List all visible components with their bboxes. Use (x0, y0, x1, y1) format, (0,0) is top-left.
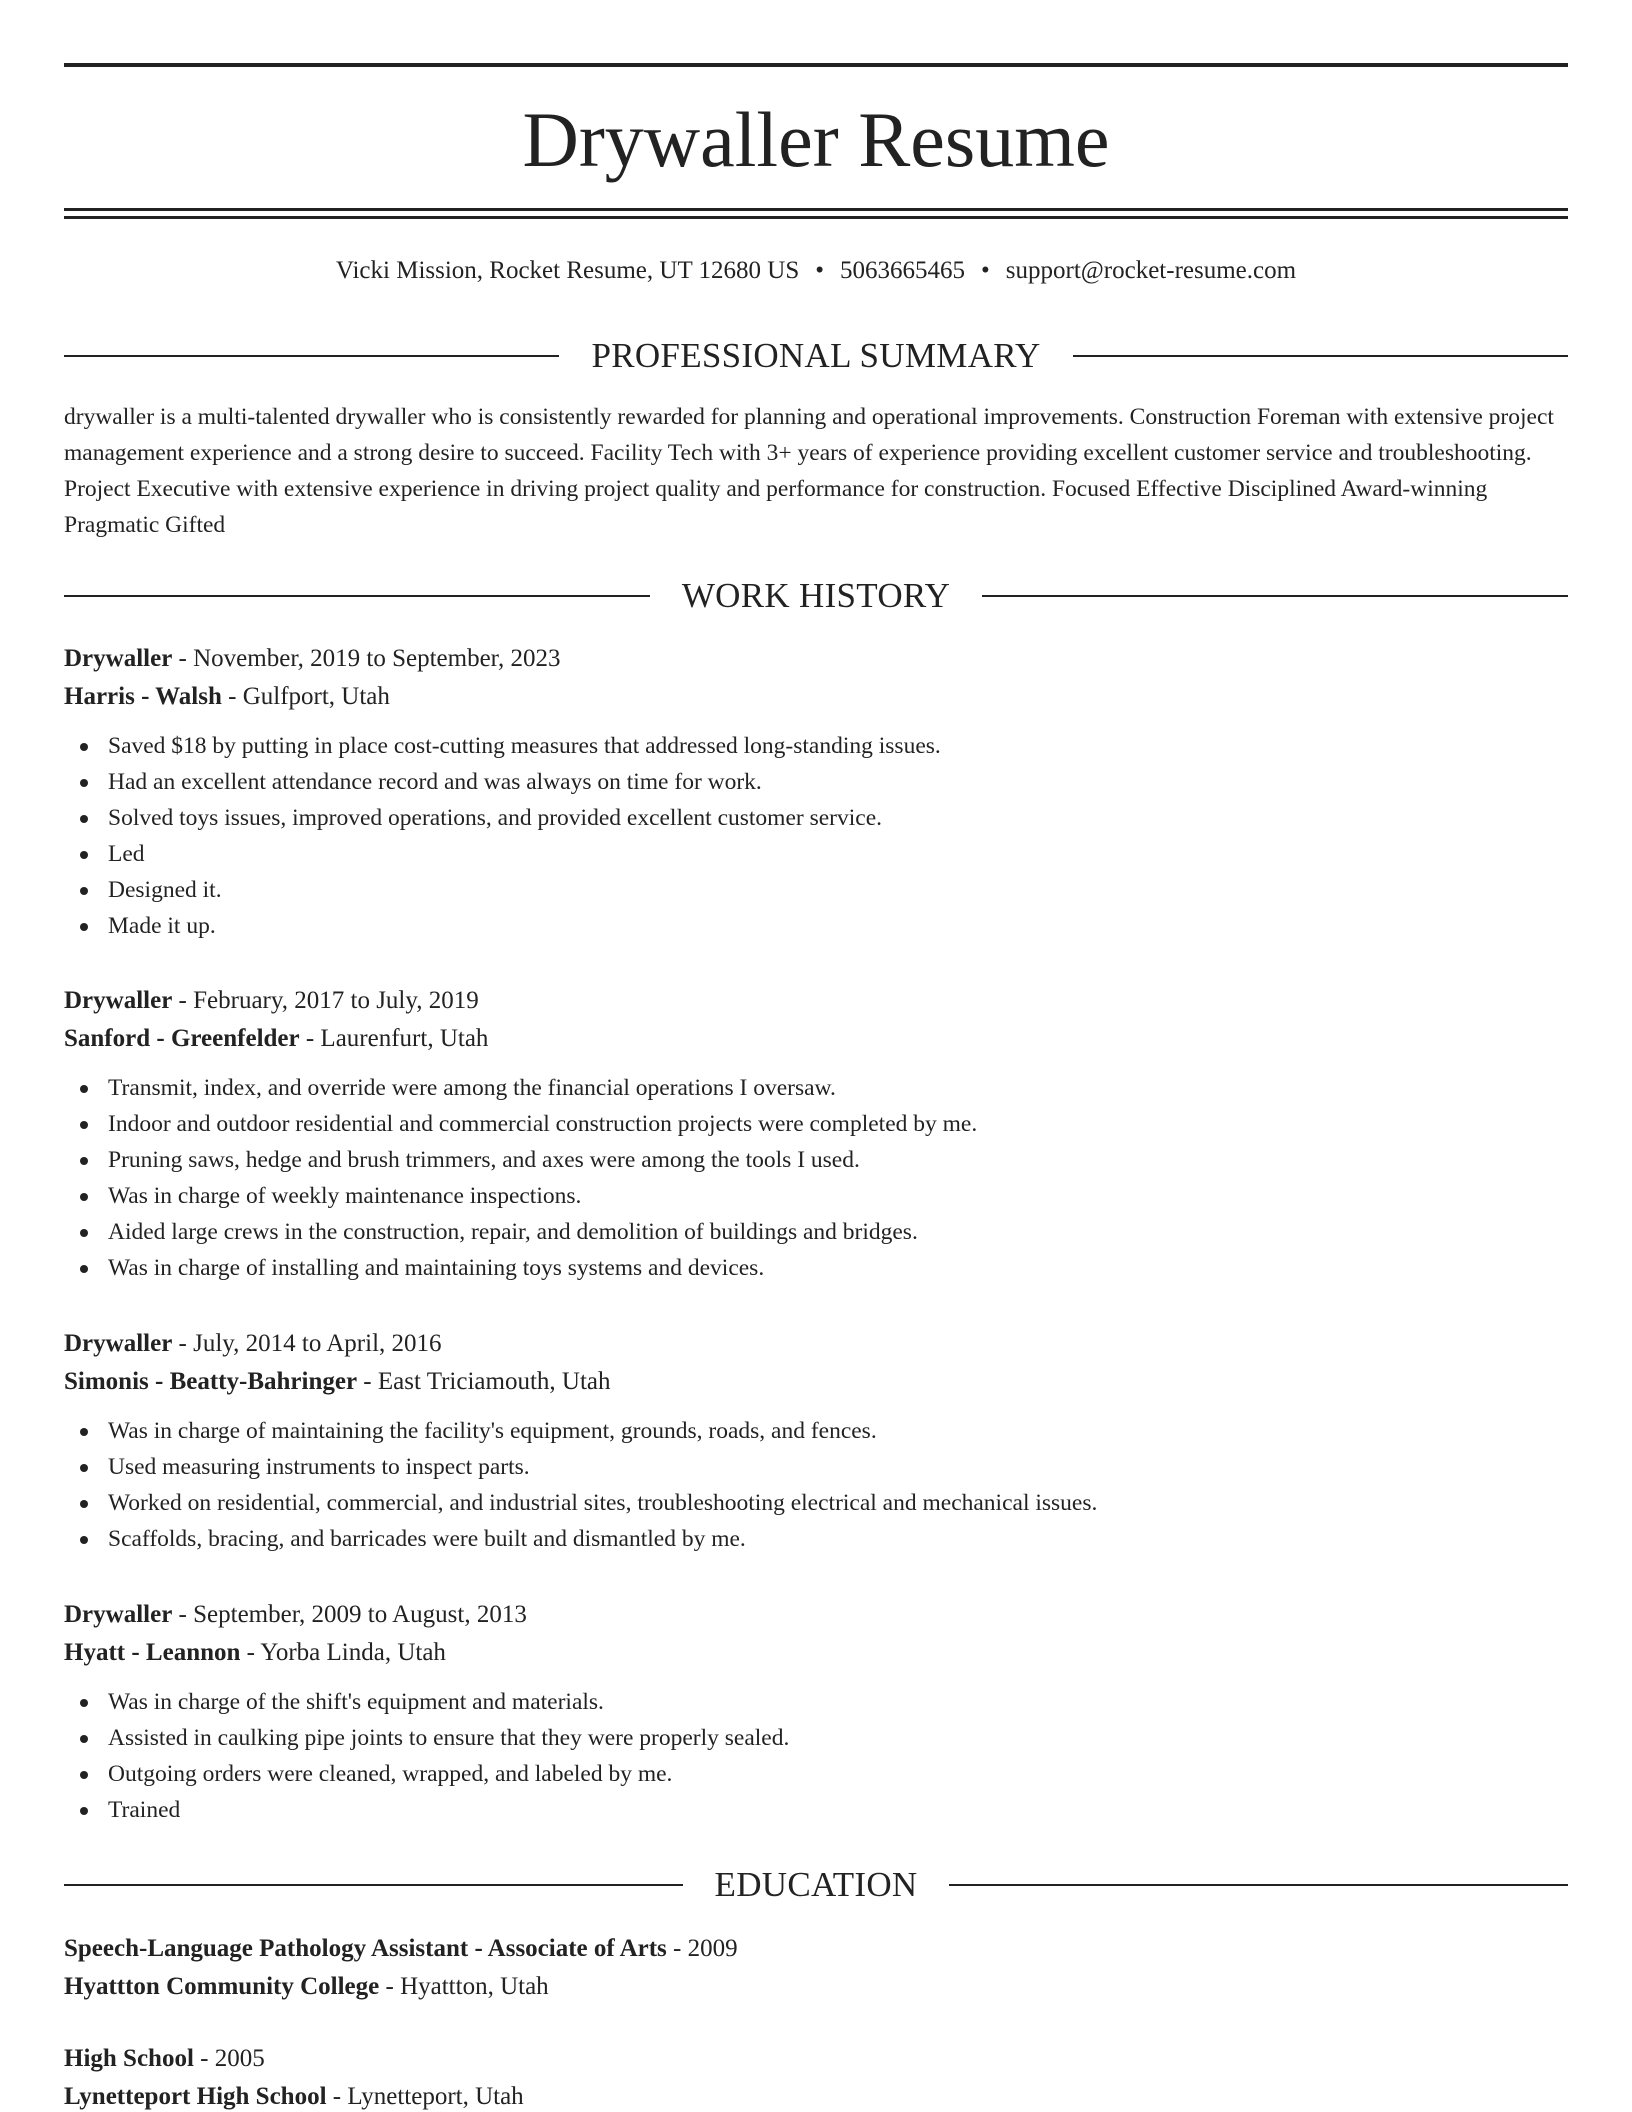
edu-degree-line (64, 1930, 1568, 1968)
education-entry (64, 2040, 1568, 2112)
job-bullets (64, 1684, 1568, 1828)
job-bullet: Led (64, 836, 1568, 872)
edu-year: - 2005 (193, 2045, 265, 2072)
title-rule-upper (64, 208, 1568, 211)
job-company-line (64, 1363, 1568, 1401)
summary-heading (64, 336, 1568, 376)
heading-label: EDUCATION (714, 1865, 918, 1904)
heading-rule (64, 1884, 683, 1886)
job-location: - Laurenfurt, Utah (299, 1025, 489, 1052)
work-history-heading (64, 576, 1568, 616)
job-bullet: Made it up. (64, 908, 1568, 944)
job-bullet: Was in charge of the shift's equipment and materials. (64, 1684, 1568, 1720)
job-title-line (64, 640, 1568, 678)
job-bullet: Used measuring instruments to inspect parts. (64, 1449, 1568, 1485)
job-company-line (64, 1020, 1568, 1058)
heading-label: WORK HISTORY (681, 576, 951, 615)
job-location: - Yorba Linda, Utah (240, 1639, 446, 1666)
job-bullet: Saved $18 by putting in place cost-cutting measures that addressed long-standing issues. (64, 728, 1568, 764)
job-dates: - February, 2017 to July, 2019 (172, 987, 479, 1014)
job-dates: - November, 2019 to September, 2023 (172, 645, 561, 672)
job-bullet: Designed it. (64, 872, 1568, 908)
contact-separator: • (981, 257, 990, 284)
education-heading (64, 1865, 1568, 1905)
job-bullet: Scaffolds, bracing, and barricades were built and dismantled by me. (64, 1521, 1568, 1557)
job-bullets (64, 728, 1568, 944)
job-dates: - July, 2014 to April, 2016 (172, 1330, 442, 1357)
job-title: Drywaller (64, 1330, 173, 1357)
education-entry (64, 1930, 1568, 2006)
edu-school: Hyattton Community College (64, 1973, 380, 2000)
edu-degree: Speech-Language Pathology Assistant - Associate of Arts (64, 1935, 667, 1962)
job-title: Drywaller (64, 1601, 173, 1628)
edu-year: - 2009 (666, 1935, 738, 1962)
job-title-line (64, 1596, 1568, 1634)
contact-phone: 5063665465 (840, 257, 965, 284)
heading-rule (64, 595, 650, 597)
job-company: Harris - Walsh (64, 683, 222, 710)
resume-page (64, 0, 1568, 2112)
edu-location: - Lynetteport, Utah (326, 2083, 524, 2110)
job-title: Drywaller (64, 987, 173, 1014)
job-company-line (64, 1634, 1568, 1672)
job-bullet: Assisted in caulking pipe joints to ensure that they were properly sealed. (64, 1720, 1568, 1756)
contact-email: support@rocket-resume.com (1005, 257, 1297, 284)
edu-degree: High School (64, 2045, 194, 2072)
contact-line (64, 254, 1568, 288)
job-title-line (64, 982, 1568, 1020)
edu-school-line (64, 2078, 1568, 2112)
job-location: - East Triciamouth, Utah (357, 1368, 611, 1395)
job-bullet: Had an excellent attendance record and was always on time for work. (64, 764, 1568, 800)
heading-rule (64, 355, 559, 357)
heading-rule (949, 1884, 1568, 1886)
job-company: Sanford - Greenfelder (64, 1025, 300, 1052)
job-entry (64, 982, 1568, 1286)
job-title: Drywaller (64, 645, 173, 672)
job-bullet: Aided large crews in the construction, repair, and demolition of buildings and bridges. (64, 1214, 1568, 1250)
edu-location: - Hyattton, Utah (379, 1973, 549, 2000)
job-entry (64, 1325, 1568, 1557)
edu-school-line (64, 1968, 1568, 2006)
job-location: - Gulfport, Utah (221, 683, 390, 710)
job-bullet: Transmit, index, and override were among the financial operations I oversaw. (64, 1070, 1568, 1106)
title-rule-lower (64, 216, 1568, 219)
job-company: Simonis - Beatty-Bahringer (64, 1368, 358, 1395)
job-bullet: Outgoing orders were cleaned, wrapped, and labeled by me. (64, 1756, 1568, 1792)
contact-separator: • (815, 257, 824, 284)
job-bullet: Solved toys issues, improved operations, and provided excellent customer service. (64, 800, 1568, 836)
summary-text: drywaller is a multi-talented drywaller who is consistently rewarded for planning and operational improvements. Construction Foreman with extensive project management experience and a strong desire to succeed. Facility Tech with 3+ years of experience providing excellent customer service and troubleshooting. Project Executive with extensive experience in driving project quality and performance for construction. Focused Effective Disciplined Award-winning Pragmatic Gifted (64, 404, 1554, 538)
job-bullet: Trained (64, 1792, 1568, 1828)
job-bullet: Worked on residential, commercial, and industrial sites, troubleshooting electrical and mechanical issues. (64, 1485, 1568, 1521)
job-bullet: Indoor and outdoor residential and commercial construction projects were completed by me. (64, 1106, 1568, 1142)
job-bullet: Was in charge of installing and maintaining toys systems and devices. (64, 1250, 1568, 1286)
job-entry (64, 1596, 1568, 1828)
job-company-line (64, 678, 1568, 716)
contact-address: Vicki Mission, Rocket Resume, UT 12680 US (335, 257, 800, 284)
heading-rule (1073, 355, 1568, 357)
job-bullet: Was in charge of weekly maintenance inspections. (64, 1178, 1568, 1214)
job-dates: - September, 2009 to August, 2013 (172, 1601, 527, 1628)
job-company: Hyatt - Leannon (64, 1639, 241, 1666)
edu-school: Lynetteport High School (64, 2083, 327, 2110)
job-bullet: Pruning saws, hedge and brush trimmers, and axes were among the tools I used. (64, 1142, 1568, 1178)
job-bullets (64, 1070, 1568, 1286)
job-bullet: Was in charge of maintaining the facility's equipment, grounds, roads, and fences. (64, 1413, 1568, 1449)
heading-rule (982, 595, 1568, 597)
job-entry (64, 640, 1568, 944)
job-title-line (64, 1325, 1568, 1363)
heading-label: PROFESSIONAL SUMMARY (591, 336, 1041, 375)
resume-title: Drywaller Resume (522, 96, 1110, 183)
edu-degree-line (64, 2040, 1568, 2078)
job-bullets (64, 1413, 1568, 1557)
top-rule (64, 63, 1568, 67)
